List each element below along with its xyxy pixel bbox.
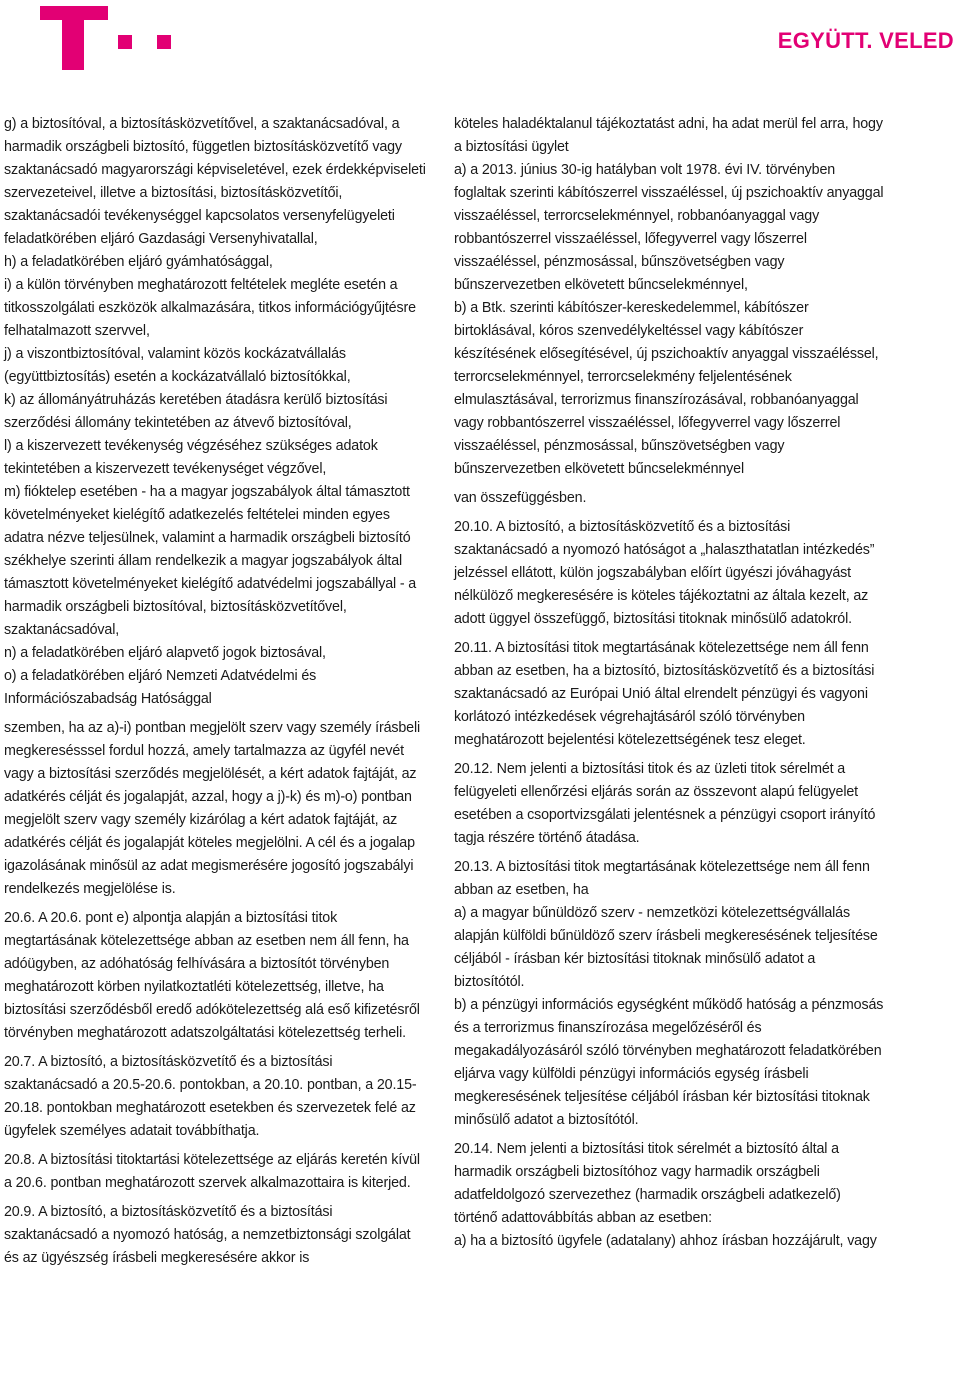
t-logo-stem [62,6,84,70]
paragraph: l) a kiszervezett tevékenység végzéséhez szükséges adatok tekintetében a kiszervezett tevékenységet végzővel, [4,438,378,477]
paragraph: 20.14. Nem jelenti a biztosítási titok sérelmét a biztosító által a harmadik országbeli biztosítóhoz vagy harmadik országbeli adatfeldolgozó szervezethez (harmadik országbeli adatkezelő) történő adattovábbítás abban az esetben: [454,1141,841,1226]
paragraph: 20.12. Nem jelenti a biztosítási titok és az üzleti titok sérelmét a felügyeleti ellenőrzési eljárás során az összevont alapú felügyelet esetében a csoportvizsgálati jelentésnek a pénzügyi csoport irányító tagja részére történő átadása. [454,761,876,846]
paragraph: a) a magyar bűnüldöző szerv - nemzetközi kötelezettségvállalás alapján külföldi bűnüldöző szerv írásbeli megkeresésének teljesítése céljából - írásban kér biztosítási titoknak minősülő adatot a biztosítótól. [454,905,878,990]
paragraph: 20.10. A biztosító, a biztosításközvetítő és a biztosítási szaktanácsadó a nyomozó hatóságot a „halaszthatatlan intézkedés” jelzéssel ellátott, külön jogszabályban előírt ügyészi jóváhagyást nélkülöző megkeresésére is köteles tájékoztatni az általa kezelt, az adott üggyel összefüggő, biztosítási titoknak minősülő adatokról. [454,519,875,627]
paragraph: köteles haladéktalanul tájékoztatást adni, ha adat merül fel arra, hogy a biztosítási ügylet [454,116,883,155]
paragraph: k) az állományátruházás keretében átadásra kerülő biztosítási szerződési állomány tekintetében az átvevő biztosítóval, [4,392,388,431]
right-column [454,113,884,1253]
paragraph: 20.8. A biztosítási titoktartási kötelezettsége az eljárás keretén kívül a 20.6. pontban meghatározott szervek alkalmazottaira is kiterjed. [4,1152,420,1191]
paragraph: b) a pénzügyi információs egységként működő hatóság a pénzmosás és a terrorizmus finanszírozása megelőzéséről és megakadályozásáról szóló törvényben meghatározott feladatkörében eljárva vagy külföldi pénzügyi információs egység írásbeli megkeresésének teljesítése céljából írásban kér biztosítási titoknak minősülő adatot a biztosítótól. [454,997,884,1128]
paragraph: h) a feladatkörében eljáró gyámhatósággal, [4,254,273,270]
paragraph: g) a biztosítóval, a biztosításközvetítővel, a szaktanácsadóval, a harmadik országbeli biztosító, független biztosításközvetítő vagy szaktanácsadó magyarországi képviseletével, ezek érdekképviseleti szervezeteivel, illetve a biztosítási, biztosításközvetítői, szaktanácsadói tevékenységgel kapcsolatos versenyfelügyeleti feladatkörében eljáró Gazdasági Versenyhivatallal, [4,116,426,247]
left-column [4,113,426,1270]
paragraph: o) a feladatkörében eljáró Nemzeti Adatvédelmi és Információszabadság Hatósággal [4,668,317,707]
t-logo-right-square [94,6,108,20]
t-logo-dot-1 [118,35,132,49]
paragraph: 20.9. A biztosító, a biztosításközvetítő és a biztosítási szaktanácsadó a nyomozó hatóság, a nemzetbiztonsági szolgálat és az ügyészség írásbeli megkeresésére akkor is [4,1204,411,1266]
paragraph: 20.13. A biztosítási titok megtartásának kötelezettsége nem áll fenn abban az esetben, ha [454,859,870,898]
t-logo-dot-2 [157,35,171,49]
paragraph: b) a Btk. szerinti kábítószer-kereskedelemmel, kábítószer birtoklásával, kóros szenvedélykeltéssel vagy kábítószer készítésének elősegítésével, új pszichoaktív anyaggal visszaéléssel, terrorcselekménnyel, terrorcselekmény feljelentésének elmulasztásával, terrorizmus finanszírozásával, robbanóanyaggal vagy robbantószerrel visszaéléssel, lőfegyverrel vagy lőszerrel visszaéléssel, pénzmosással, bűnszövetségben vagy bűnszervezetben elkövetett bűncselekménnyel [454,300,879,477]
slogan: EGYÜTT. VELED [777,28,954,53]
paragraph: 20.7. A biztosító, a biztosításközvetítő és a biztosítási szaktanácsadó a 20.5-20.6. pontokban, a 20.10. pontban, a 20.15-20.18. pontokban meghatározott esetekben és szervezetek felé az ügyfelek személyes adatait továbbíthatja. [4,1054,417,1139]
paragraph: i) a külön törvényben meghatározott feltételek megléte esetén a titkosszolgálati eszközök alkalmazására, titkos információgyűjtésre felhatalmazott szervvel, [4,277,416,339]
paragraph: 20.11. A biztosítási titok megtartásának kötelezettsége nem áll fenn abban az esetben, ha a biztosító, biztosításközvetítő és a biztosítási szaktanácsadó az Európai Unió által elrendelt pénzügyi és vagyoni korlátozó intézkedések végrehajtásáról szóló törvényben meghatározott bejelentési kötelezettségének tesz eleget. [454,640,875,748]
paragraph: n) a feladatkörében eljáró alapvető jogok biztosával, [4,645,326,661]
t-logo-left-square [40,6,54,20]
paragraph: van összefüggésben. [454,490,587,506]
paragraph: 20.6. A 20.6. pont e) alpontja alapján a biztosítási titok megtartásának kötelezettsége abban az esetben nem áll fenn, ha adóügyben, az adóhatóság felhívására a biztosítót törvényben meghatározott körben nyilatkoztatléti kötelezettség, illetve, ha biztosítási szerződésből eredő adókötelezettség alá eső kifizetésről törvényben meghatározott adatszolgáltatási kötelezettség terheli. [4,910,420,1041]
paragraph: a) a 2013. június 30-ig hatályban volt 1978. évi IV. törvényben foglaltak szerinti kábítószerrel visszaéléssel, új pszichoaktív anyaggal visszaéléssel, terrorcselekménnyel, robbanóanyaggal vagy robbantószerrel visszaéléssel, lőfegyverrel vagy lőszerrel visszaéléssel, pénzmosással, bűnszövetségben vagy bűnszervezetben elkövetett bűncselekménnyel, [454,162,884,293]
paragraph: j) a viszontbiztosítóval, valamint közös kockázatvállalás (együttbiztosítás) esetén a kockázatvállaló biztosítókkal, [4,346,351,385]
paragraph: m) fióktelep esetében - ha a magyar jogszabályok által támasztott követelményeket kielégítő adatkezelés feltételei minden egyes adatra nézve teljesülnek, valamint a harmadik országbeli biztosító székhelye szerinti állam rendelkezik a magyar jogszabályok által támasztott követelményeket kielégítő adatvédelmi jogszabállyal - a harmadik országbeli biztosítóval, biztosításközvetítővel, szaktanácsadóval, [4,484,417,638]
paragraph: szemben, ha az a)-i) pontban megjelölt szerv vagy személy írásbeli megkeresésssel fordul hozzá, amely tartalmazza az ügyfél nevét vagy a biztosítási szerződés megjelölését, a kért adatok fajtáját, az adatkérés célját és jogalapját, azzal, hogy a j)-k) és m)-o) pontban megjelölt szerv vagy személy kizárólag a kért adatok fajtáját, az adatkérés célját és jogalapját köteles megjelölni. A cél és a jogalap igazolásának minősül az adat megismerésére jogosító jogszabályi rendelkezés megjelölése is. [4,720,421,897]
telekom-logo [0,0,200,90]
paragraph: a) ha a biztosító ügyfele (adatalany) ahhoz írásban hozzájárult, vagy [454,1233,877,1249]
